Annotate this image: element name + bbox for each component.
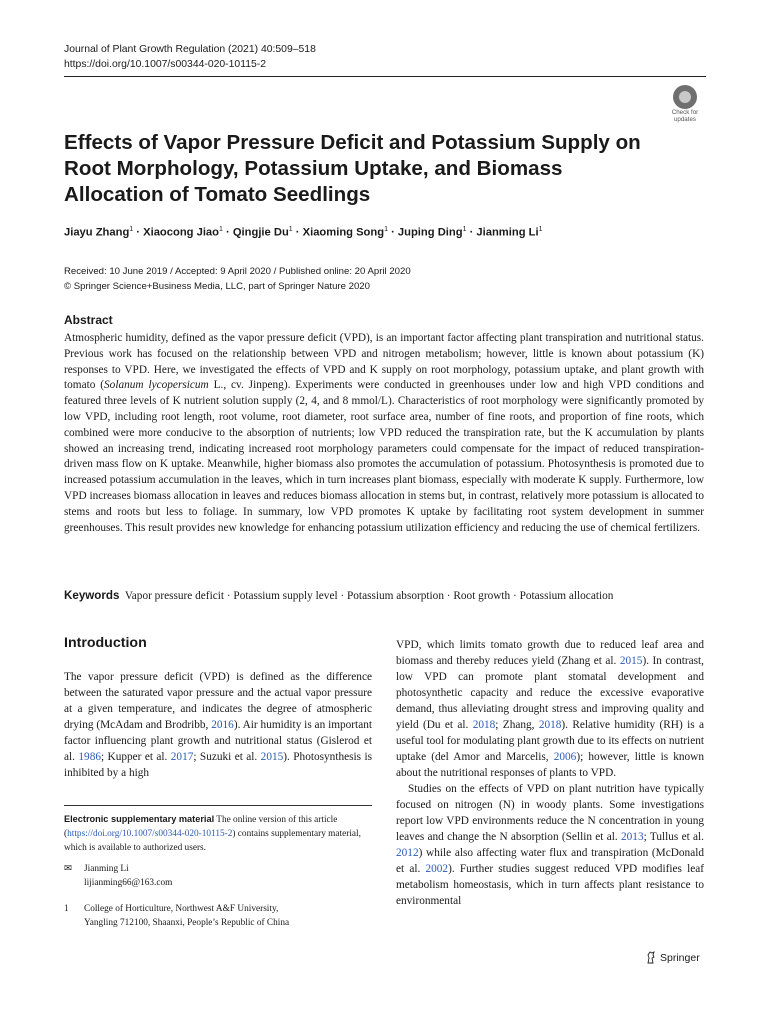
esm-text-a: The online version of this article ( [64, 815, 338, 840]
author-list [64, 226, 704, 239]
author-name[interactable]: Xiaocong Jiao [143, 226, 219, 239]
intro-para-2 [396, 781, 704, 909]
citation-link[interactable]: 2017 [170, 751, 194, 763]
text-run: VPD, which limits tomato growth due to reduced leaf area and biomass and thereby reduces yield (Zhang et al. [396, 639, 704, 667]
author-affiliation-mark: 1 [218, 226, 223, 233]
badge-label-2: updates [673, 116, 697, 123]
envelope-icon: ✉ [64, 864, 72, 874]
author-name[interactable]: Qingjie Du [232, 226, 289, 239]
esm-label: Electronic supplementary material [64, 814, 215, 824]
text-run: ; Kupper et al. [100, 751, 171, 763]
text-run: ). Further studies suggest reduced VPD modifies leaf metabolism homeostasis, which in turn affects plant resistance to environmental [396, 863, 704, 907]
keywords-text: Vapor pressure deficit · Potassium supply level · Potassium absorption · Root growth · Potassium allocation [124, 590, 614, 602]
aff-mark: 1 [64, 904, 69, 914]
aff-line-1: College of Horticulture, Northwest A&F University, [84, 904, 279, 914]
abstract-text-a: Atmospheric humidity, defined as the vapor pressure deficit (VPD), is an important factor affecting plant transpiration and nutritional status. Previous work has focused on the relationship between VPD and nitrogen metabolism; however, little is known about potassium (K) responses to VPD. Here, we investigated the effects of VPD and K supply on root morphology, potassium uptake, and plant growth with tomato ( [64, 332, 704, 392]
author-separator: · [292, 226, 303, 239]
abstract-body [64, 331, 704, 536]
text-run: ; Zhang, [495, 719, 539, 731]
publisher-name: Springer [660, 951, 700, 964]
citation-link[interactable]: 2006 [553, 751, 577, 763]
journal-citation: Journal of Plant Growth Regulation (2021) 40:509–518 [64, 44, 316, 55]
keywords-label: Keywords [64, 589, 120, 602]
esm-text-b: ) contains supplementary material, which is available to authorized users. [64, 829, 361, 854]
corresponding-author [64, 862, 372, 890]
copyright-line: © Springer Science+Business Media, LLC, part of Springer Nature 2020 [64, 281, 370, 292]
citation-link[interactable]: 2018 [472, 719, 496, 731]
text-run: The vapor pressure deficit (VPD) is defined as the difference between the saturated vapor pressure and the actual vapor pressure at a given temperature, and indicates the degree of atmospheric drying (McAdam and Brodribb, [64, 671, 372, 731]
citation-link[interactable]: 2015 [619, 655, 643, 667]
affiliation-footnote [64, 902, 372, 930]
text-run: ). Photosynthesis is inhibited by a high [64, 751, 372, 779]
citation-link[interactable]: 2002 [425, 863, 449, 875]
check-updates-icon [673, 85, 697, 109]
author-separator: · [222, 226, 233, 239]
author-affiliation-mark: 1 [384, 226, 388, 233]
text-run: ). Relative humidity (RH) is a useful tool for modulating plant growth due to its effects on nutrient uptake (del Amor and Marcelis, [396, 719, 704, 763]
history-dates: Received: 10 June 2019 / Accepted: 9 April 2020 / Published online: 20 April 2020 [64, 266, 411, 277]
esm-link[interactable]: https://doi.org/10.1007/s00344-020-10115-2 [67, 829, 233, 840]
springer-horse-icon [646, 951, 656, 964]
text-run: ). In contrast, low VPD can promote plant stomatal development and photosynthetic capacity and reduce the excessive evaporative demand, thus alleviating drought stress and improving quality and yield (Du et al. [396, 655, 704, 731]
citation-link[interactable]: 1986 [78, 751, 101, 763]
intro-para-1 [64, 669, 372, 781]
author-name[interactable]: Xiaoming Song [302, 226, 385, 239]
author-name[interactable]: Jiayu Zhang [64, 226, 130, 239]
corr-email[interactable]: lijianming66@163.com [84, 878, 173, 889]
text-run: Studies on the effects of VPD on plant nutrition have typically focused on nitrogen (N) in woody plants. Some investigations report low VPD environments reduce the N concentration in young leaves and change the N absorption (Sellin et al. [396, 783, 704, 843]
doi-link[interactable]: https://doi.org/10.1007/s00344-020-10115-2 [64, 59, 266, 70]
aff-line-2: Yangling 712100, Shaanxi, People’s Republic of China [84, 918, 290, 929]
author-separator: · [466, 226, 477, 239]
keywords-line [64, 589, 704, 602]
abstract-text-b: L., cv. Jinpeng). Experiments were conducted in greenhouses under low and high VPD conditions and featured three levels of K nutrient solution supply (2, 4, and 8 mmol/L). Characteristics of root morphology were significantly promoted by low VPD, including root length, root volume, root diameter, root surface area, number of fine roots, and proportion of fine roots, which combined were more conducive to the absorption of nutrients; low VPD reduced the transpiration rate, but the K accumulation by plants showed an increasing trend, indicating increased root morphology parameters could compensate for the impact of reduced transpiration-driven mass flow on K uptake. Meanwhile, higher biomass also promotes the accumulation of potassium. Photosynthesis is promoted due to increased potassium accumulation in the leaves, which in turn increases plant biomass, especially with moderate K supply. Furthermore, low VPD increases biomass allocation in leaves and reduces biomass allocation in stems but, in contrast, relatively more potassium is allocated to stems and roots but less to foliage. In summary, low VPD promotes K uptake by facilitating root system development in summer greenhouses. This result provides new knowledge for enhancing potassium utilization efficiency and reducing the use of chemical fertilizers. [64, 379, 705, 534]
author-affiliation-mark: 1 [538, 226, 543, 233]
author-affiliation-mark: 1 [462, 226, 467, 233]
intro-left-column [64, 669, 372, 781]
journal-header [64, 42, 316, 72]
abstract-species: Solanum lycopersicum [104, 379, 209, 392]
introduction-heading: Introduction [64, 635, 147, 651]
intro-para-1-cont [396, 637, 704, 781]
header-rule [64, 76, 706, 77]
badge-label-1: Check for [671, 109, 699, 116]
text-run: ); however, little is known about the nutritional responses of plants to VPD. [396, 751, 704, 779]
citation-link[interactable]: 2012 [396, 847, 419, 859]
footnote-rule [64, 805, 372, 806]
check-for-updates-badge[interactable] [666, 85, 704, 125]
author-affiliation-mark: 1 [129, 226, 134, 233]
abstract-heading: Abstract [64, 313, 113, 327]
text-run: ; Tullus et al. [643, 831, 704, 843]
citation-link[interactable]: 2013 [621, 831, 644, 843]
text-run: ). Air humidity is an important factor influencing plant growth and nutritional status (Gislerod et al. [64, 719, 372, 763]
citation-link[interactable]: 2018 [538, 719, 562, 731]
author-name[interactable]: Juping Ding [397, 226, 463, 239]
author-separator: · [133, 226, 144, 239]
esm-footnote [64, 812, 372, 856]
intro-right-column [396, 637, 704, 909]
publisher-logo [646, 951, 700, 964]
author-affiliation-mark: 1 [288, 226, 293, 233]
article-dates [64, 264, 411, 294]
author-name[interactable]: Jianming Li [476, 226, 539, 239]
citation-link[interactable]: 2016 [211, 719, 234, 731]
text-run: ; Suzuki et al. [193, 751, 261, 763]
article-title: Effects of Vapor Pressure Deficit and Potassium Supply on Root Morphology, Potassium Uptake, and Biomass Allocation of Tomato Seedlings [64, 131, 641, 206]
author-separator: · [387, 226, 398, 239]
corr-name: Jianming Li [84, 864, 129, 874]
citation-link[interactable]: 2015 [260, 751, 284, 763]
text-run: ) while also affecting water flux and transpiration (McDonald et al. [396, 847, 704, 875]
